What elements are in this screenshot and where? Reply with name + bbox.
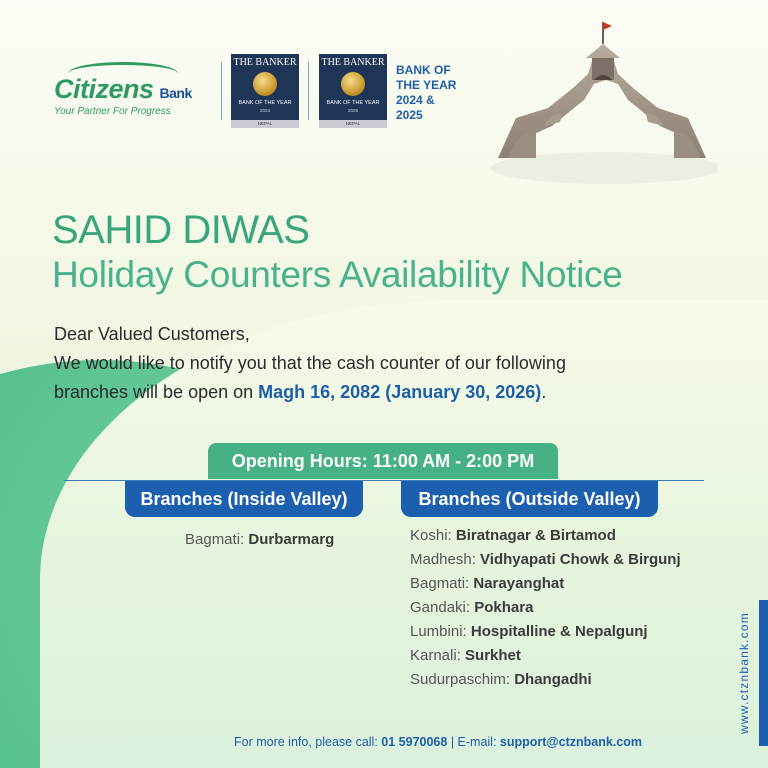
page-subtitle: Holiday Counters Availability Notice bbox=[52, 254, 623, 295]
list-item: Sudurpaschim: Dhangadhi bbox=[410, 671, 592, 688]
badge-publisher: THE BANKER bbox=[233, 57, 297, 68]
side-accent-bar bbox=[759, 600, 768, 746]
message-line-1: We would like to notify you that the cash counter of our following bbox=[54, 353, 566, 373]
header-divider bbox=[221, 62, 222, 120]
greeting: Dear Valued Customers, bbox=[54, 324, 250, 344]
award-badge-2024 bbox=[231, 54, 299, 128]
badge-award: BANK OF THE YEAR bbox=[326, 100, 380, 106]
medal-icon bbox=[341, 72, 365, 96]
inside-valley-heading: Branches (Inside Valley) bbox=[125, 481, 363, 517]
logo-tagline: Your Partner For Progress bbox=[54, 106, 171, 117]
badge-year: 2025 bbox=[347, 108, 358, 113]
opening-hours-pill: Opening Hours: 11:00 AM - 2:00 PM bbox=[208, 443, 558, 479]
badge-country: NEPAL bbox=[319, 120, 387, 128]
memorial-arch-illustration bbox=[488, 18, 718, 188]
message-line-2: branches will be open on Magh 16, 2082 (January 30, 2026). bbox=[54, 382, 547, 402]
medal-icon bbox=[253, 72, 277, 96]
list-item: Koshi: Biratnagar & Birtamod bbox=[410, 527, 616, 544]
list-item: Gandaki: Pokhara bbox=[410, 599, 534, 616]
page-title: SAHID DIWAS bbox=[52, 208, 310, 252]
list-item: Madhesh: Vidhyapati Chowk & Birgunj bbox=[410, 551, 681, 568]
list-item: Karnali: Surkhet bbox=[410, 647, 521, 664]
notice-message bbox=[54, 320, 566, 407]
inside-valley-list bbox=[185, 531, 334, 548]
open-date: Magh 16, 2082 (January 30, 2026) bbox=[258, 382, 542, 402]
award-badge-2025 bbox=[319, 54, 387, 128]
website-link[interactable]: www.ctznbank.com bbox=[737, 612, 751, 734]
badge-country: NEPAL bbox=[231, 120, 299, 128]
badge-divider bbox=[308, 62, 309, 120]
badge-award: BANK OF THE YEAR bbox=[238, 100, 292, 106]
list-item: Bagmati: Durbarmarg bbox=[185, 531, 335, 548]
email-link[interactable]: support@ctznbank.com bbox=[499, 735, 642, 749]
citizens-bank-logo[interactable] bbox=[54, 62, 224, 122]
logo-name: Citizens bbox=[54, 74, 154, 104]
website-vertical bbox=[733, 598, 755, 748]
logo-bank-suffix: Bank bbox=[159, 85, 192, 101]
contact-footer: For more info, please call: 01 5970068 | E-mail: support@ctznbank.com bbox=[234, 735, 642, 749]
list-item: Lumbini: Hospitalline & Nepalgunj bbox=[410, 623, 648, 640]
award-caption: BANK OF THE YEAR 2024 & 2025 bbox=[396, 63, 457, 122]
badge-year: 2024 bbox=[259, 108, 270, 113]
badge-publisher: THE BANKER bbox=[321, 57, 385, 68]
phone-link[interactable]: 01 5970068 bbox=[381, 735, 448, 749]
list-item: Bagmati: Narayanghat bbox=[410, 575, 565, 592]
outside-valley-heading: Branches (Outside Valley) bbox=[401, 481, 658, 517]
outside-valley-list bbox=[410, 524, 681, 692]
